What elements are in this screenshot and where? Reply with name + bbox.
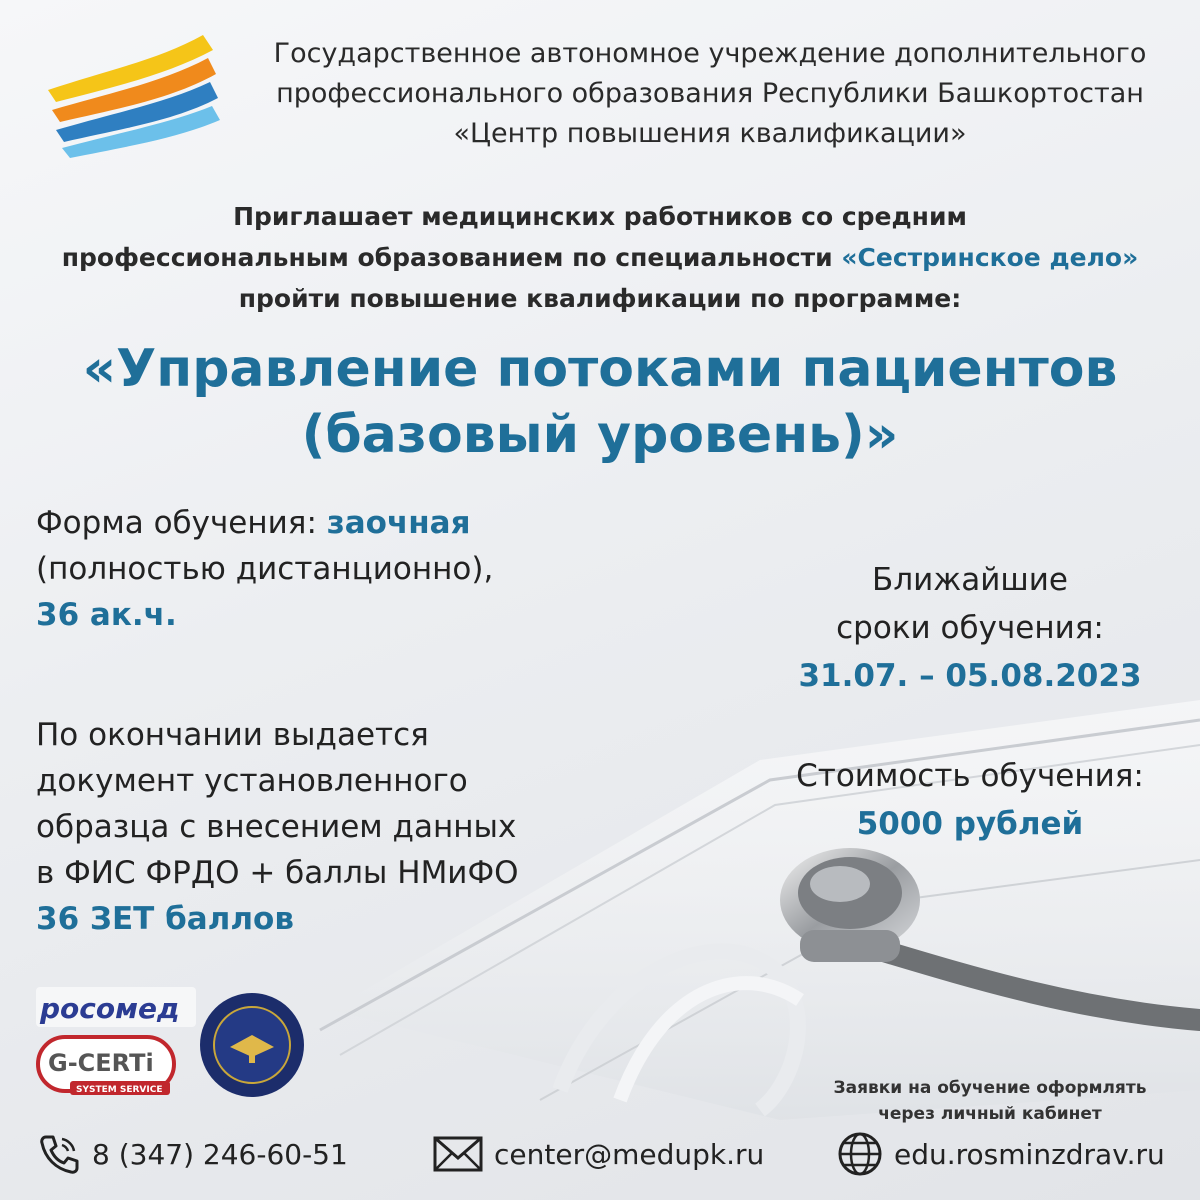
study-form-label: Форма обучения:	[36, 505, 327, 541]
globe-icon	[836, 1130, 884, 1178]
completion-line: образца с внесением данных	[36, 809, 517, 845]
website-contact[interactable]	[836, 1130, 1165, 1178]
phone-number[interactable]: 8 (347) 246-60-51	[92, 1137, 348, 1171]
organization-name	[240, 34, 1180, 154]
completion-line: документ установленного	[36, 763, 468, 799]
application-note-line: Заявки на обучение оформлять	[833, 1078, 1147, 1098]
specialty-name: «Сестринское дело»	[841, 243, 1139, 272]
invitation-text	[0, 196, 1200, 319]
schedule-and-cost	[740, 556, 1200, 848]
study-form	[36, 500, 636, 546]
email-contact[interactable]	[432, 1130, 764, 1178]
organization-line: Государственное автономное учреждение дополнительного	[273, 38, 1147, 69]
gcert-logo-text: G-CERTi	[48, 1049, 154, 1077]
phone-contact[interactable]	[36, 1130, 348, 1178]
rosomed-logo: росомед	[40, 992, 180, 1025]
study-form-value: заочная	[326, 505, 471, 541]
schedule-label: Ближайшие	[872, 562, 1068, 598]
schedule-label: сроки обучения:	[836, 610, 1104, 646]
study-form-note: (полностью дистанционно),	[36, 551, 494, 587]
phone-icon	[36, 1131, 82, 1177]
gcert-logo-subtext: SYSTEM SERVICE	[76, 1085, 163, 1095]
cost-label: Стоимость обучения:	[796, 758, 1144, 794]
completion-line: в ФИС ФРДО + баллы НМиФО	[36, 855, 519, 891]
organization-line: профессионального образования Республики Башкортостан	[276, 78, 1144, 109]
email-address[interactable]: center@medupk.ru	[494, 1137, 765, 1171]
course-details	[36, 500, 636, 942]
invitation-line: Приглашает медицинских работников со средним	[233, 202, 967, 231]
email-icon	[432, 1134, 484, 1174]
cost-value: 5000 рублей	[856, 806, 1084, 842]
organization-logo	[38, 30, 238, 160]
completion-points: 36 ЗЕТ баллов	[36, 901, 294, 937]
invitation-line: пройти повышение квалификации по программе:	[238, 284, 962, 313]
program-title-line: (базовый уровень)»	[301, 405, 899, 465]
completion-line: По окончании выдается	[36, 717, 429, 753]
schedule-dates: 31.07. – 05.08.2023	[798, 658, 1142, 694]
application-note	[790, 1075, 1190, 1127]
website-url[interactable]: edu.rosminzdrav.ru	[894, 1137, 1165, 1171]
invitation-prefix: профессиональным образованием по специальности	[61, 243, 842, 272]
partner-logos	[30, 985, 320, 1105]
application-note-line: через личный кабинет	[878, 1104, 1102, 1124]
program-title	[0, 336, 1200, 468]
organization-line: «Центр повышения квалификации»	[453, 118, 967, 149]
program-title-line: «Управление потоками пациентов	[82, 339, 1118, 399]
study-hours: 36 ак.ч.	[36, 597, 177, 633]
invitation-line-specialty	[0, 237, 1200, 278]
